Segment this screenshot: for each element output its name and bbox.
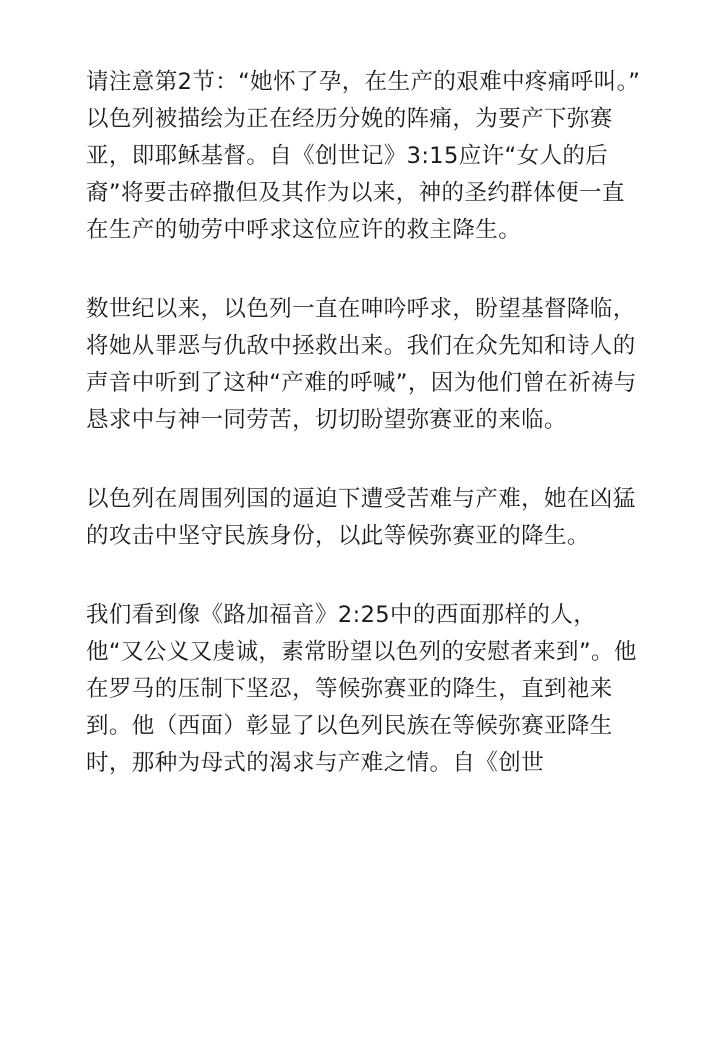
paragraph-3: 以色列在周围列国的逼迫下遭受苦难与产难，她在凶猛的攻击中坚守民族身份，以此等候弥赛亚的降生。 (86, 486, 636, 549)
article-body (86, 64, 646, 824)
paragraph-2: 数世纪以来，以色列一直在呻吟呼求，盼望基督降临，将她从罪恶与仇敌中拯救出来。我们在众先知和诗人的声音中听到了这种“产难的呼喊”，因为他们曾在祈祷与恳求中与神一同劳苦，切切盼望弥赛亚的来临。 (86, 296, 637, 433)
paragraph-4: 我们看到像《路加福音》2:25中的西面那样的人，他“又公义又虔诚，素常盼望以色列的安慰者来到”。他在罗马的压制下坚忍，等候弥赛亚的降生，直到祂来到。他（西面）彰显了以色列民族在等候弥赛亚降生时，那种为母式的渴求与产难之情。自《创世 (86, 602, 637, 776)
paragraph-1: 请注意第2节：“她怀了孕，在生产的艰难中疼痛呼叫。” 以色列被描绘为正在经历分娩的阵痛，为要产下弥赛亚，即耶稣基督。自《创世记》3:15应许“女人的后裔”将要击碎撒但及其作为以来，神的圣约群体便一直在生产的劬劳中呼求这位应许的救主降生。 (86, 69, 641, 243)
